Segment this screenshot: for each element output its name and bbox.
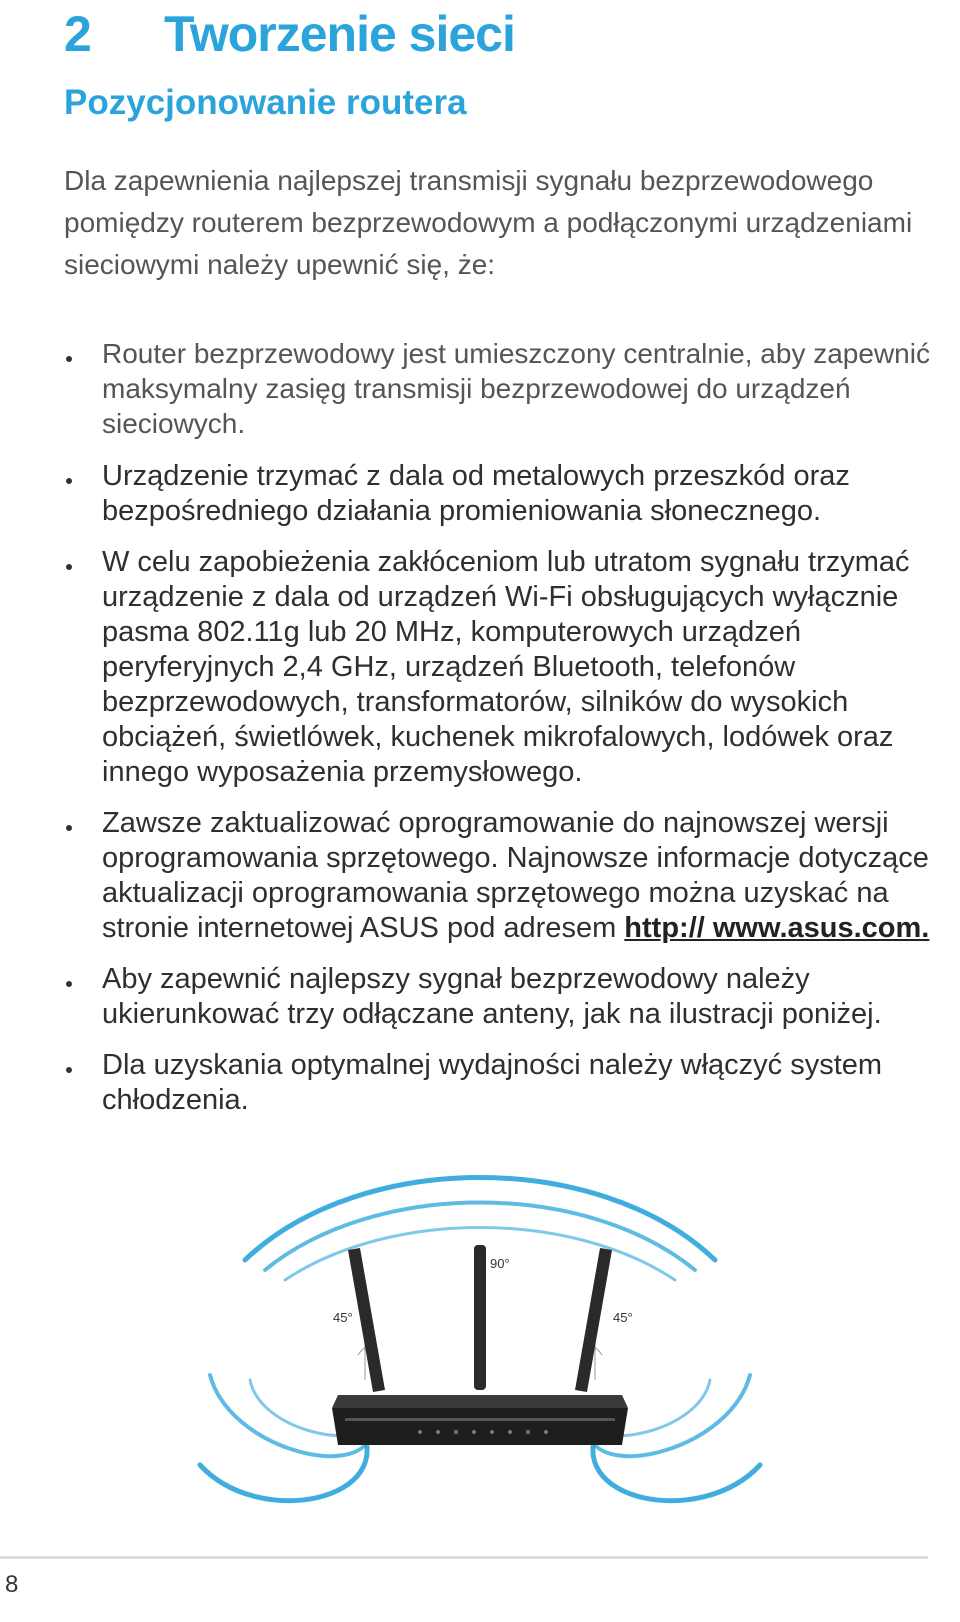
router-body <box>332 1395 628 1445</box>
chapter-title: Tworzenie sieci <box>164 6 515 62</box>
antenna-right <box>575 1248 612 1392</box>
page-number: 8 <box>5 1571 19 1598</box>
antenna-left <box>348 1248 385 1392</box>
asus-website-link[interactable]: http:// www.asus.com. <box>624 912 930 944</box>
antennas <box>348 1245 612 1392</box>
bullet-item: Router bezprzewodowy jest umieszczony centralnie, aby zapewnić maksymalny zasięg transmisji bezprzewodowej do urządzeń sieciowych. <box>64 336 934 441</box>
intro-paragraph: Dla zapewnienia najlepszej transmisji sygnału bezprzewodowego pomiędzy routerem bezprzewodowym a podłączonymi urządzeniami sieciowymi należy upewnić się, że: <box>64 165 913 280</box>
bullet-text: Zawsze zaktualizować oprogramowanie do najnowszej wersji oprogramowania sprzętowego. Najnowsze informacje dotyczące aktualizacji oprogramowania sprzętowego można uzyskać na stronie internetowej ASUS pod adresem <box>102 807 929 944</box>
angle-label-top: 90° <box>490 1256 510 1271</box>
led <box>526 1430 530 1434</box>
router-front <box>332 1408 628 1445</box>
chapter-number: 2 <box>64 6 91 62</box>
led <box>508 1430 512 1434</box>
led <box>436 1430 440 1434</box>
bullet-item: Urządzenie trzymać z dala od metalowych przeszkód oraz bezpośredniego działania promieniowania słonecznego. <box>64 459 934 529</box>
bullet-item <box>64 806 934 946</box>
section-title: Pozycjonowanie routera <box>64 83 467 122</box>
router-top <box>332 1395 628 1408</box>
bullet-item: Aby zapewnić najlepszy sygnał bezprzewodowy należy ukierunkować trzy odłączane anteny, jak na ilustracji poniżej. <box>64 962 934 1032</box>
router-antenna-illustration <box>170 1150 790 1520</box>
led <box>472 1430 476 1434</box>
angle-label-right: 45° <box>613 1310 633 1325</box>
footer-divider <box>0 1556 928 1559</box>
led <box>544 1430 548 1434</box>
bullet-list <box>64 336 934 1118</box>
router-illustration-svg <box>170 1150 790 1520</box>
bullet-item: Dla uzyskania optymalnej wydajności należy włączyć system chłodzenia. <box>64 1048 934 1118</box>
chapter-heading <box>64 2 515 66</box>
led <box>454 1430 458 1434</box>
angle-label-left: 45° <box>333 1310 353 1325</box>
led <box>490 1430 494 1434</box>
led <box>418 1430 422 1434</box>
antenna-center <box>474 1245 486 1390</box>
bullet-item: W celu zapobieżenia zakłóceniom lub utratom sygnału trzymać urządzenie z dala od urządzeń Wi-Fi obsługujących wyłącznie pasma 802.11g lub 20 MHz, komputerowych urządzeń peryferyjnych 2,4 GHz, urządzeń Bluetooth, telefonów bezprzewodowych, transformatorów, silników do wysokich obciążeń, świetlówek, kuchenek mikrofalowych, lodówek oraz innego wyposażenia przemysłowego. <box>64 545 934 790</box>
router-stripe <box>345 1418 615 1421</box>
